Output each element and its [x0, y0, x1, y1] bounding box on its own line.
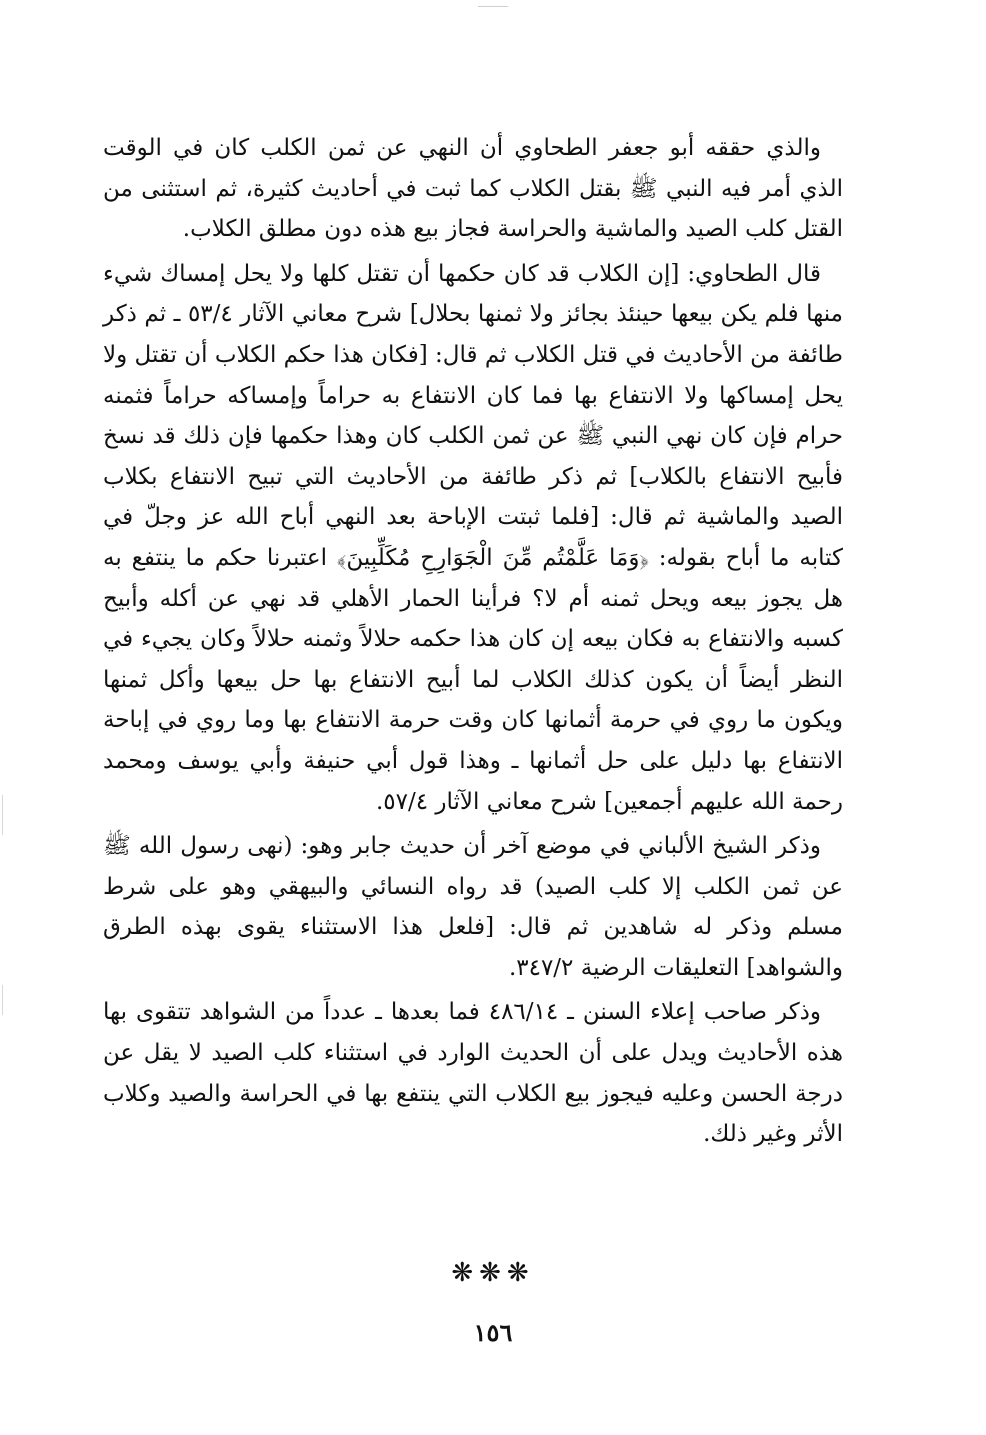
paragraph-tahawi-quote: قال الطحاوي: [إن الكلاب قد كان حكمها أن تقتل كلها ولا يحل إمساك شيء منها فلم يكن بيعها حينئذ بجائز ولا ثمنها بحلال] شرح معاني الآثار ٥٣/٤ ـ ثم ذكر طائفة من الأحاديث في قتل الكلاب ثم قال: [فكان هذا حكم الكلاب أن تقتل ولا يحل إمساكها ولا الانتفاع بها فما كان الانتفاع به حراماً وإمساكه حراماً فثمنه حرام فإن كان نهي النبي ﷺ عن ثمن الكلب كان وهذا حكمها فإن ذلك قد نسخ فأبيح الانتفاع بالكلاب] ثم ذكر طائفة من الأحاديث التي تبيح الانتفاع بكلاب الصيد والماشية ثم قال: [فلما ثبتت الإباحة بعد النهي أباح الله عز وجلّ في كتابه ما أباح بقوله: ﴿وَمَا عَلَّمْتُم مِّنَ الْجَوَارِحِ مُكَلِّبِينَ﴾ اعتبرنا حكم ما ينتفع به هل يجوز بيعه ويحل ثمنه أم لا؟ فرأينا الحمار الأهلي قد نهي عن أكله وأبيح كسبه والانتفاع به فكان بيعه إن كان هذا حكمه حلالاً وثمنه حلالاً وكان يجيء في النظر أيضاً أن يكون كذلك الكلاب لما أبيح الانتفاع بها حل بيعها وأكل ثمنها ويكون ما روي في حرمة أثمانها كان وقت حرمة الانتفاع بها وما روي في إباحة الانتفاع بها دليل على حل أثمانها ـ وهذا قول أبي حنيفة وأبي يوسف ومحمد رحمة الله عليهم أجمعين] شرح معاني الآثار ٥٧/٤.	[103, 260, 844, 815]
scan-edge-mark	[2, 795, 3, 835]
paragraph-ilaa-alsunan: وذكر صاحب إعلاء السنن ـ ٤٨٦/١٤ فما بعدها ـ عدداً من الشواهد تتقوى بها هذه الأحاديث ويدل على أن الحديث الوارد في استثناء كلب الصيد لا يقل عن درجة الحسن وعليه فيجوز بيع الكلاب التي ينتفع بها في الحراسة والصيد وكلاب الأثر وغير ذلك.	[103, 999, 843, 1148]
scan-edge-mark	[2, 985, 3, 1015]
section-separator: ❋❋❋	[451, 1258, 535, 1288]
body-text	[103, 128, 843, 1155]
page-number: ١٥٦	[473, 1318, 513, 1347]
scan-top-mark	[478, 6, 508, 7]
paragraph-tahawi-summary: والذي حققه أبو جعفر الطحاوي أن النهي عن ثمن الكلب كان في الوقت الذي أمر فيه النبي ﷺ بقتل الكلاب كما ثبت في أحاديث كثيرة، ثم استثنى من القتل كلب الصيد والماشية والحراسة فجاز بيع هذه دون مطلق الكلاب.	[103, 135, 843, 243]
paragraph-albani: وذكر الشيخ الألباني في موضع آخر أن حديث جابر وهو: (نهى رسول الله ﷺ عن ثمن الكلب إلا كلب الصيد) قد رواه النسائي والبيهقي وهو على شرط مسلم وذكر له شاهدين ثم قال: [فلعل هذا الاستثناء يقوى بهذه الطرق والشواهد] التعليقات الرضية ٣٤٧/٢.	[103, 833, 843, 981]
